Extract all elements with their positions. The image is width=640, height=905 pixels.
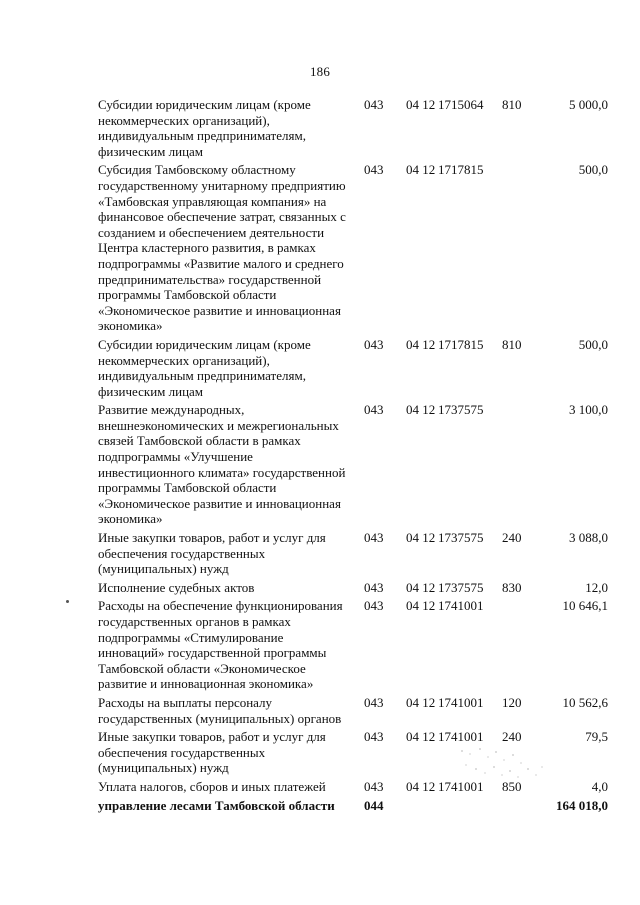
amount-value: 3 100,0: [569, 402, 608, 418]
amount-value: 500,0: [578, 336, 608, 352]
section-code: 04 12: [406, 336, 436, 352]
target-article-code: 1737575: [438, 402, 484, 418]
expense-type-code: 240: [502, 530, 522, 546]
row-description: Субсидии юридическим лицам (кроме некоммерческих организаций), индивидуальным предпринимателям, физическим лицам: [98, 97, 311, 159]
target-article-code: 1715064: [438, 97, 484, 112]
expense-type-code: 830: [502, 579, 522, 595]
table-row: [98, 402, 608, 527]
expense-type-code: 850: [502, 778, 522, 794]
row-description: Расходы на выплаты персоналу государственных (муниципальных) органов: [98, 694, 342, 726]
row-description: Исполнение судебных актов: [98, 579, 255, 595]
amount-value: 4,0: [591, 778, 608, 794]
section-code: 04 12: [406, 530, 436, 546]
section-code: 04 12: [406, 598, 436, 614]
amount-value: 5 000,0: [569, 97, 608, 112]
scan-noise: [458, 745, 548, 785]
table-row: [98, 530, 608, 577]
expense-type-code: 810: [502, 336, 522, 352]
target-article-code: 1741001: [438, 598, 484, 614]
section-code: 04 12: [406, 97, 436, 112]
ministry-code: 043: [364, 162, 384, 178]
row-description: Субсидии юридическим лицам (кроме некоммерческих организаций), индивидуальным предпринимателям, физическим лицам: [98, 336, 311, 399]
ministry-code: 043: [364, 729, 384, 745]
table-row: [98, 162, 608, 334]
section-code: 04 12: [406, 729, 436, 745]
total-ministry-code: 044: [364, 797, 384, 813]
table-row: [98, 580, 608, 596]
section-code: 04 12: [406, 162, 436, 178]
budget-table: [98, 97, 608, 816]
row-description: Уплата налогов, сборов и иных платежей: [98, 778, 326, 794]
page-number: 186: [309, 64, 331, 79]
table-row: [98, 695, 608, 726]
table-row: [98, 598, 608, 692]
section-code: 04 12: [406, 402, 436, 418]
expense-type-code: 120: [502, 694, 522, 710]
margin-mark: [66, 600, 69, 603]
section-code: 04 12: [406, 694, 436, 710]
ministry-code: 043: [364, 598, 384, 614]
target-article-code: 1741001: [438, 694, 484, 710]
ministry-code: 043: [364, 579, 384, 595]
total-amount-value: 164 018,0: [556, 797, 608, 813]
expense-type-code: 810: [502, 97, 522, 112]
ministry-code: 043: [364, 336, 384, 352]
ministry-code: 043: [364, 402, 384, 418]
target-article-code: 1741001: [438, 729, 484, 745]
row-description: Иные закупки товаров, работ и услуг для обеспечения государственных (муниципальных) нужд: [98, 729, 326, 776]
section-code: 04 12: [406, 579, 436, 595]
amount-value: 3 088,0: [569, 530, 608, 546]
amount-value: 79,5: [585, 729, 608, 745]
amount-value: 12,0: [585, 579, 608, 595]
target-article-code: 1717815: [438, 336, 484, 352]
table-row: [98, 97, 608, 159]
expense-type-code: 240: [502, 729, 522, 745]
amount-value: 10 646,1: [562, 598, 608, 614]
ministry-code: 043: [364, 97, 384, 112]
ministry-code: 043: [364, 530, 384, 546]
total-row: [98, 798, 608, 814]
section-code: 04 12: [406, 778, 436, 794]
table-row: [98, 337, 608, 399]
target-article-code: 1741001: [438, 778, 484, 794]
amount-value: 10 562,6: [562, 694, 608, 710]
row-description: Развитие международных, внешнеэкономических и межрегиональных связей Тамбовской области в рамках подпрограммы «Улучшение инвестиционного климата» государственной программы Тамбовской области «Экономическое развитие и инновационная экономика»: [98, 402, 346, 527]
amount-value: 500,0: [578, 162, 608, 178]
row-description: Субсидия Тамбовскому областному государственному унитарному предприятию «Тамбовская управляющая компания» на финансовое обеспечение затрат, связанных с созданием и обеспечением деятельности Центра кластерного развития, в рамках подпрограммы «Развитие малого и среднего предпринимательства» государственной программы Тамбовской области «Экономическое развитие и инновационная экономика»: [98, 162, 346, 334]
ministry-code: 043: [364, 778, 384, 794]
total-row-description: управление лесами Тамбовской области: [98, 797, 335, 813]
row-description: Иные закупки товаров, работ и услуг для обеспечения государственных (муниципальных) нужд: [98, 530, 326, 577]
target-article-code: 1717815: [438, 162, 484, 178]
row-description: Расходы на обеспечение функционирования государственных органов в рамках подпрограммы «Стимулирование инноваций» государственной программы Тамбовской области «Экономическое развитие и инновационная экономика»: [98, 598, 343, 692]
target-article-code: 1737575: [438, 530, 484, 546]
ministry-code: 043: [364, 694, 384, 710]
target-article-code: 1737575: [438, 579, 484, 595]
